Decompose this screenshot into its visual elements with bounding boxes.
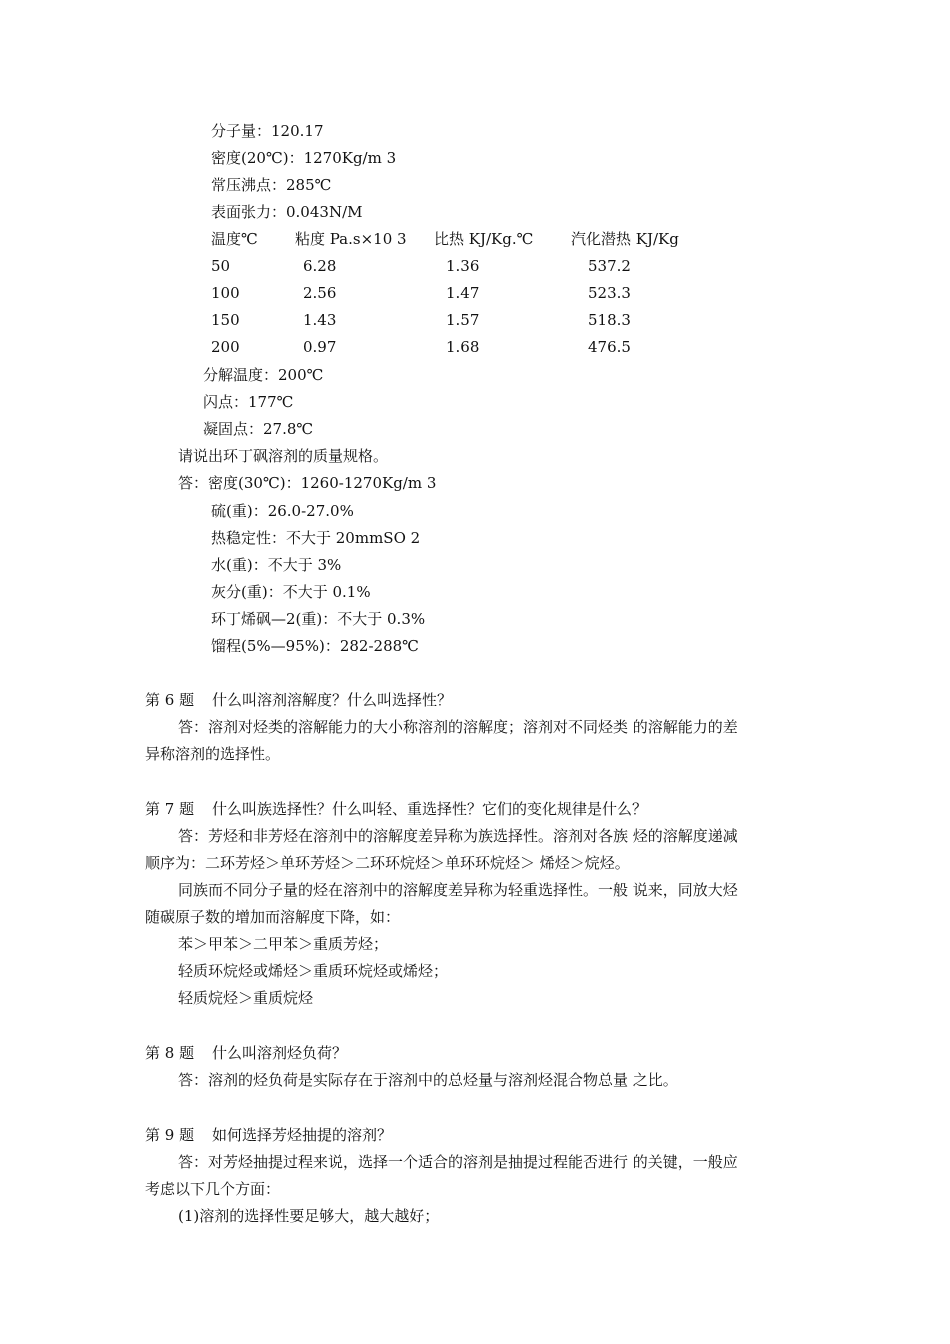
decomposition-temperature: 分解温度：200℃ <box>203 366 324 384</box>
table-cell: 1.43 <box>303 311 337 329</box>
question-8-heading <box>145 1043 845 1063</box>
spec-item: 硫(重)：26.0-27.0% <box>211 502 354 520</box>
question-title: 如何选择芳烃抽提的溶剂？ <box>212 1126 393 1144</box>
question-number: 第 9 题 <box>145 1126 195 1144</box>
table-cell: 1.68 <box>446 338 480 356</box>
table-header-cell: 温度℃ <box>211 230 258 248</box>
table-row <box>0 337 950 357</box>
question-6-heading <box>145 690 845 710</box>
spec-item: 水(重)：不大于 3% <box>211 556 342 574</box>
question-7-example: 苯＞甲苯＞二甲苯＞重质芳烃； <box>178 935 389 953</box>
spec-item: 馏程(5%—95%)：282-288℃ <box>211 637 419 655</box>
question-7-answer: 答：芳烃和非芳烃在溶剂中的溶解度差异称为族选择性。溶剂对各族 烃的溶解度递减 <box>178 827 738 845</box>
table-cell: 50 <box>211 257 231 275</box>
table-cell: 1.57 <box>446 311 480 329</box>
question-7-example: 轻质烷烃＞重质烷烃 <box>178 989 314 1007</box>
freezing-point: 凝固点：27.8℃ <box>203 420 314 438</box>
question-number: 第 6 题 <box>145 691 195 709</box>
table-header-cell: 粘度 Pa.s×10 3 <box>295 230 407 248</box>
question-9-answer: 答：对芳烃抽提过程来说，选择一个适合的溶剂是抽提过程能否进行 的关键，一般应 <box>178 1153 738 1171</box>
table-cell: 518.3 <box>588 311 631 329</box>
spec-answer-first: 答：密度(30℃)：1260-1270Kg/m 3 <box>178 474 437 492</box>
table-cell: 6.28 <box>303 257 337 275</box>
question-number: 第 7 题 <box>145 800 195 818</box>
table-header-cell: 汽化潜热 KJ/Kg <box>571 230 679 248</box>
spec-item: 灰分(重)：不大于 0.1% <box>211 583 371 601</box>
question-7-example: 轻质环烷烃或烯烃＞重质环烷烃或烯烃； <box>178 962 449 980</box>
table-cell: 537.2 <box>588 257 631 275</box>
table-row <box>0 310 950 330</box>
molecular-weight: 分子量：120.17 <box>211 122 324 140</box>
question-number: 第 8 题 <box>145 1044 195 1062</box>
table-cell: 1.36 <box>446 257 480 275</box>
spec-item: 热稳定性：不大于 20mmSO 2 <box>211 529 421 547</box>
question-7-heading <box>145 799 845 819</box>
table-header-row <box>0 229 950 249</box>
question-title: 什么叫族选择性？什么叫轻、重选择性？它们的变化规律是什么？ <box>212 800 648 818</box>
table-cell: 1.47 <box>446 284 480 302</box>
question-title: 什么叫溶剂溶解度？什么叫选择性？ <box>212 691 453 709</box>
table-cell: 523.3 <box>588 284 631 302</box>
spec-item: 环丁烯砜—2(重)：不大于 0.3% <box>211 610 426 628</box>
table-cell: 2.56 <box>303 284 337 302</box>
question-7-paragraph-2: 同族而不同分子量的烃在溶剂中的溶解度差异称为轻重选择性。一般 说来，同放大烃 <box>178 881 738 899</box>
table-header-cell: 比热 KJ/Kg.℃ <box>434 230 534 248</box>
spec-question: 请说出环丁砜溶剂的质量规格。 <box>178 447 389 465</box>
boiling-point: 常压沸点：285℃ <box>211 176 332 194</box>
question-6-answer: 答：溶剂对烃类的溶解能力的大小称溶剂的溶解度；溶剂对不同烃类 的溶解能力的差 <box>178 718 738 736</box>
surface-tension: 表面张力：0.043N/M <box>211 203 363 221</box>
table-cell: 0.97 <box>303 338 337 356</box>
table-cell: 150 <box>211 311 240 329</box>
flash-point: 闪点：177℃ <box>203 393 294 411</box>
question-7-answer-cont: 顺序为：二环芳烃＞单环芳烃＞二环环烷烃＞单环环烷烃＞ 烯烃＞烷烃。 <box>145 854 630 872</box>
table-row <box>0 283 950 303</box>
table-cell: 476.5 <box>588 338 631 356</box>
table-cell: 200 <box>211 338 240 356</box>
question-title: 什么叫溶剂烃负荷？ <box>212 1044 348 1062</box>
question-9-heading <box>145 1125 845 1145</box>
question-6-answer-cont: 异称溶剂的选择性。 <box>145 745 281 763</box>
question-8-answer: 答：溶剂的烃负荷是实际存在于溶剂中的总烃量与溶剂烃混合物总量 之比。 <box>178 1071 678 1089</box>
question-9-answer-cont: 考虑以下几个方面： <box>145 1180 281 1198</box>
density: 密度(20℃)：1270Kg/m 3 <box>211 149 397 167</box>
question-9-item: (1)溶剂的选择性要足够大，越大越好； <box>178 1207 440 1225</box>
table-cell: 100 <box>211 284 240 302</box>
question-7-paragraph-2-cont: 随碳原子数的增加而溶解度下降，如： <box>145 908 401 926</box>
table-row <box>0 256 950 276</box>
